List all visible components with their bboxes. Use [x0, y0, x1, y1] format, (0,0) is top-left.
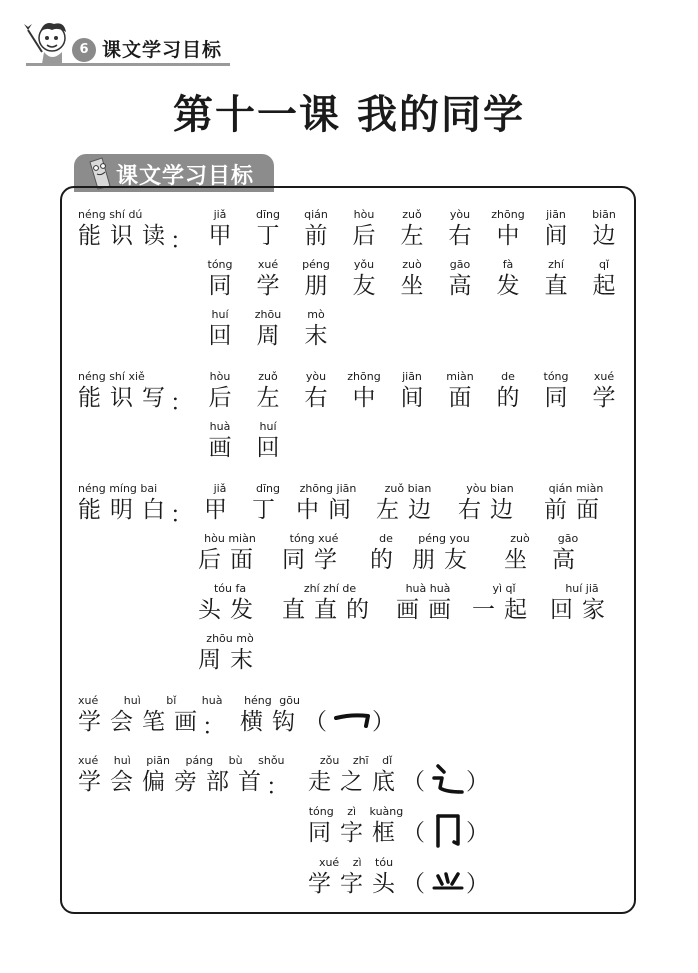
- understand-word-hanzi: 前面: [544, 497, 608, 523]
- write-char-hanzi: 中: [352, 385, 376, 411]
- understand-word-hanzi: 朋友: [412, 547, 476, 573]
- strokes-colon: ：: [202, 714, 225, 740]
- radical-item-1-hanzi: 走之底: [308, 769, 404, 795]
- write-char-pinyin: zuǒ: [258, 370, 278, 383]
- read-char-hanzi: 右: [448, 223, 472, 249]
- read-char: [342, 207, 386, 250]
- read-label-pinyin: néng shí dú: [78, 208, 143, 221]
- understand-word-pinyin: zhōng jiān: [299, 482, 357, 495]
- stroke-close-paren: ）: [372, 709, 395, 735]
- radical-item-3-pinyin: xué zì tóu: [318, 856, 394, 869]
- read-char-hanzi: 学: [256, 273, 280, 299]
- understand-word: [198, 581, 262, 624]
- understand-word-pinyin: hòu miàn: [204, 532, 256, 545]
- read-char-hanzi: 后: [352, 223, 376, 249]
- understand-word: [458, 481, 522, 524]
- read-char-pinyin: hòu: [353, 208, 375, 221]
- read-char: [582, 207, 626, 250]
- understand-word-pinyin: yì qǐ: [492, 582, 516, 595]
- write-label-pinyin: néng shí xiě: [78, 370, 145, 383]
- radical-item-3: [308, 855, 404, 898]
- lesson-title: 第十一课 我的同学: [173, 92, 525, 138]
- stroke-item-pinyin: héng gōu: [244, 694, 300, 707]
- understand-word-hanzi: 画画: [396, 597, 460, 623]
- understand-label-pinyin: néng míng bai: [78, 482, 158, 495]
- understand-word-hanzi: 丁: [252, 497, 284, 523]
- read-char-pinyin: qián: [304, 208, 328, 221]
- understand-word: [282, 581, 378, 624]
- understand-word: [296, 481, 360, 524]
- radical-1-close-paren: ）: [466, 769, 489, 795]
- header-title: 课文学习目标: [102, 39, 223, 61]
- understand-word: [246, 481, 290, 524]
- radical-item-1: [308, 753, 404, 796]
- read-char-pinyin: dīng: [256, 208, 280, 221]
- read-char: [198, 307, 242, 350]
- read-char-pinyin: zuǒ: [402, 208, 422, 221]
- write-char: [438, 369, 482, 412]
- read-label-hanzi: 能识读: [78, 223, 174, 249]
- understand-word-pinyin: huí jiā: [565, 582, 599, 595]
- read-char-pinyin: zhōng: [491, 208, 525, 221]
- radical-item-2-hanzi: 同字框: [308, 820, 404, 846]
- radical-tong-kuang-icon: [432, 812, 464, 848]
- write-char: [246, 419, 290, 462]
- write-char-pinyin: tóng: [543, 370, 569, 383]
- write-char: [294, 369, 338, 412]
- read-char-hanzi: 中: [496, 223, 520, 249]
- radical-zou-zhi-icon: [430, 762, 464, 796]
- read-char-pinyin: biān: [592, 208, 616, 221]
- read-char-hanzi: 甲: [208, 223, 232, 249]
- understand-word-pinyin: huà huà: [405, 582, 451, 595]
- understand-word-hanzi: 回家: [550, 597, 614, 623]
- write-char: [534, 369, 578, 412]
- understand-colon: ：: [170, 502, 193, 528]
- radicals-label-pinyin: xué huì piān páng bù shǒu: [78, 754, 285, 767]
- radical-item-1-pinyin: zǒu zhī dǐ: [319, 754, 393, 767]
- write-char-hanzi: 同: [544, 385, 568, 411]
- read-char: [534, 257, 578, 300]
- read-char-hanzi: 末: [304, 323, 328, 349]
- read-char-hanzi: 回: [208, 323, 232, 349]
- read-char-hanzi: 边: [592, 223, 616, 249]
- read-char: [534, 207, 578, 250]
- understand-word-hanzi: 一起: [472, 597, 536, 623]
- read-char: [246, 307, 290, 350]
- write-char-hanzi: 回: [256, 435, 280, 461]
- strokes-label-pinyin: xué huì bǐ huà: [78, 694, 223, 707]
- understand-word-hanzi: 中间: [296, 497, 360, 523]
- write-label: [78, 369, 174, 412]
- write-char-pinyin: jiān: [402, 370, 422, 383]
- radical-item-3-hanzi: 学字头: [308, 871, 404, 897]
- write-char-pinyin: xué: [593, 370, 615, 383]
- understand-word-pinyin: tóng xué: [289, 532, 339, 545]
- read-char: [390, 257, 434, 300]
- write-char-hanzi: 画: [208, 435, 232, 461]
- understand-word: [198, 531, 262, 574]
- read-char: [246, 207, 290, 250]
- read-char-hanzi: 直: [544, 273, 568, 299]
- understand-word-hanzi: 高: [552, 547, 584, 573]
- read-char: [582, 257, 626, 300]
- read-char-hanzi: 起: [592, 273, 616, 299]
- read-char-pinyin: mò: [307, 308, 325, 321]
- write-char-hanzi: 后: [208, 385, 232, 411]
- read-colon: ：: [170, 228, 193, 254]
- write-char-hanzi: 右: [304, 385, 328, 411]
- read-char-pinyin: xué: [257, 258, 279, 271]
- understand-word: [544, 481, 608, 524]
- read-char-pinyin: qǐ: [598, 258, 610, 271]
- read-char: [294, 207, 338, 250]
- understand-word-pinyin: gāo: [557, 532, 579, 545]
- understand-word-pinyin: zuǒ bian: [384, 482, 432, 495]
- radical-3-close-paren: ）: [466, 871, 489, 897]
- strokes-label-hanzi: 学会笔画: [78, 709, 206, 735]
- radical-item-2-pinyin: tóng zì kuàng: [308, 805, 404, 818]
- write-char: [198, 369, 242, 412]
- understand-word-pinyin: yòu bian: [466, 482, 514, 495]
- understand-word-hanzi: 头发: [198, 597, 262, 623]
- read-char-hanzi: 朋: [304, 273, 328, 299]
- understand-word: [364, 531, 408, 574]
- write-char-pinyin: huí: [259, 420, 277, 433]
- pencil-mascot-icon: [84, 156, 114, 190]
- radical-3-open-paren: （: [402, 871, 425, 897]
- read-char: [294, 307, 338, 350]
- read-char-hanzi: 左: [400, 223, 424, 249]
- write-char-pinyin: miàn: [446, 370, 474, 383]
- write-char-pinyin: hòu: [209, 370, 231, 383]
- read-char: [486, 207, 530, 250]
- understand-word: [412, 531, 476, 574]
- read-char-hanzi: 同: [208, 273, 232, 299]
- understand-word: [396, 581, 460, 624]
- understand-label-hanzi: 能明白: [78, 497, 174, 523]
- read-char-pinyin: zuò: [402, 258, 422, 271]
- understand-word-pinyin: zhōu mò: [206, 632, 254, 645]
- understand-word-hanzi: 左边: [376, 497, 440, 523]
- read-char-pinyin: yǒu: [353, 258, 375, 271]
- write-char-hanzi: 间: [400, 385, 424, 411]
- understand-word: [198, 631, 262, 674]
- stroke-item: [240, 693, 304, 736]
- read-char-hanzi: 前: [304, 223, 328, 249]
- cartoon-boy-icon: [18, 18, 74, 64]
- read-char-hanzi: 友: [352, 273, 376, 299]
- page-header: [0, 0, 698, 75]
- read-char-pinyin: yòu: [449, 208, 471, 221]
- read-char: [438, 207, 482, 250]
- understand-word: [472, 581, 536, 624]
- read-char-pinyin: jiǎ: [213, 208, 227, 221]
- understand-word-pinyin: de: [379, 532, 393, 545]
- read-char-hanzi: 坐: [400, 273, 424, 299]
- write-char-hanzi: 学: [592, 385, 616, 411]
- radical-1-open-paren: （: [402, 769, 425, 795]
- write-char: [198, 419, 242, 462]
- read-char: [390, 207, 434, 250]
- read-char-hanzi: 发: [496, 273, 520, 299]
- read-char-pinyin: zhōu: [254, 308, 282, 321]
- radical-xue-tou-icon: [430, 870, 466, 894]
- read-char: [294, 257, 338, 300]
- write-colon: ：: [170, 390, 193, 416]
- understand-label: [78, 481, 174, 524]
- understand-word-hanzi: 同学: [282, 547, 346, 573]
- understand-word-hanzi: 直直的: [282, 597, 378, 623]
- heng-gou-stroke-icon: [334, 712, 374, 730]
- read-char: [198, 257, 242, 300]
- read-char: [246, 257, 290, 300]
- understand-word-hanzi: 后面: [198, 547, 262, 573]
- section-tab-label: 课文学习目标: [116, 164, 255, 189]
- write-char: [246, 369, 290, 412]
- understand-word-hanzi: 坐: [504, 547, 536, 573]
- write-char: [342, 369, 386, 412]
- understand-word-pinyin: tóu fa: [213, 582, 247, 595]
- read-char: [486, 257, 530, 300]
- write-label-hanzi: 能识写: [78, 385, 174, 411]
- read-char: [198, 207, 242, 250]
- radicals-label: [78, 753, 285, 796]
- read-char-pinyin: zhí: [548, 258, 564, 271]
- understand-word: [498, 531, 542, 574]
- understand-word-pinyin: dīng: [256, 482, 280, 495]
- write-char-pinyin: yòu: [305, 370, 327, 383]
- read-char-hanzi: 丁: [256, 223, 280, 249]
- read-char-pinyin: jiān: [546, 208, 566, 221]
- read-char-hanzi: 周: [256, 323, 280, 349]
- write-char-hanzi: 左: [256, 385, 280, 411]
- read-char: [438, 257, 482, 300]
- write-char-hanzi: 面: [448, 385, 472, 411]
- understand-word-pinyin: zuò: [510, 532, 530, 545]
- understand-word: [550, 581, 614, 624]
- read-char-pinyin: tóng: [207, 258, 233, 271]
- radicals-label-hanzi: 学会偏旁部首: [78, 769, 270, 795]
- understand-word: [546, 531, 590, 574]
- understand-word: [376, 481, 440, 524]
- page-number-badge: 6: [72, 38, 96, 62]
- write-char-hanzi: 的: [496, 385, 520, 411]
- read-char-hanzi: 高: [448, 273, 472, 299]
- understand-word-hanzi: 甲: [204, 497, 236, 523]
- read-char-hanzi: 间: [544, 223, 568, 249]
- understand-word-pinyin: qián miàn: [548, 482, 604, 495]
- understand-word-hanzi: 右边: [458, 497, 522, 523]
- understand-word-hanzi: 周末: [198, 647, 262, 673]
- read-label: [78, 207, 174, 250]
- read-char-pinyin: péng: [302, 258, 330, 271]
- read-char-pinyin: fà: [502, 258, 514, 271]
- understand-word: [282, 531, 346, 574]
- write-char-pinyin: huà: [209, 420, 231, 433]
- radicals-colon: ：: [266, 774, 289, 800]
- radical-item-2: [308, 804, 404, 847]
- understand-word: [198, 481, 242, 524]
- read-char-pinyin: gāo: [449, 258, 471, 271]
- radical-2-close-paren: ）: [466, 820, 489, 846]
- stroke-open-paren: （: [304, 709, 327, 735]
- stroke-item-hanzi: 横钩: [240, 709, 304, 735]
- write-char: [582, 369, 626, 412]
- header-underline: [26, 63, 230, 66]
- strokes-label: [78, 693, 222, 736]
- read-char: [342, 257, 386, 300]
- write-char-pinyin: de: [501, 370, 515, 383]
- understand-word-pinyin: péng you: [418, 532, 470, 545]
- radical-2-open-paren: （: [402, 820, 425, 846]
- write-char-pinyin: zhōng: [347, 370, 381, 383]
- understand-word-pinyin: zhí zhí de: [303, 582, 357, 595]
- understand-word-hanzi: 的: [370, 547, 402, 573]
- write-char: [486, 369, 530, 412]
- understand-word-pinyin: jiǎ: [213, 482, 227, 495]
- read-char-pinyin: huí: [211, 308, 229, 321]
- write-char: [390, 369, 434, 412]
